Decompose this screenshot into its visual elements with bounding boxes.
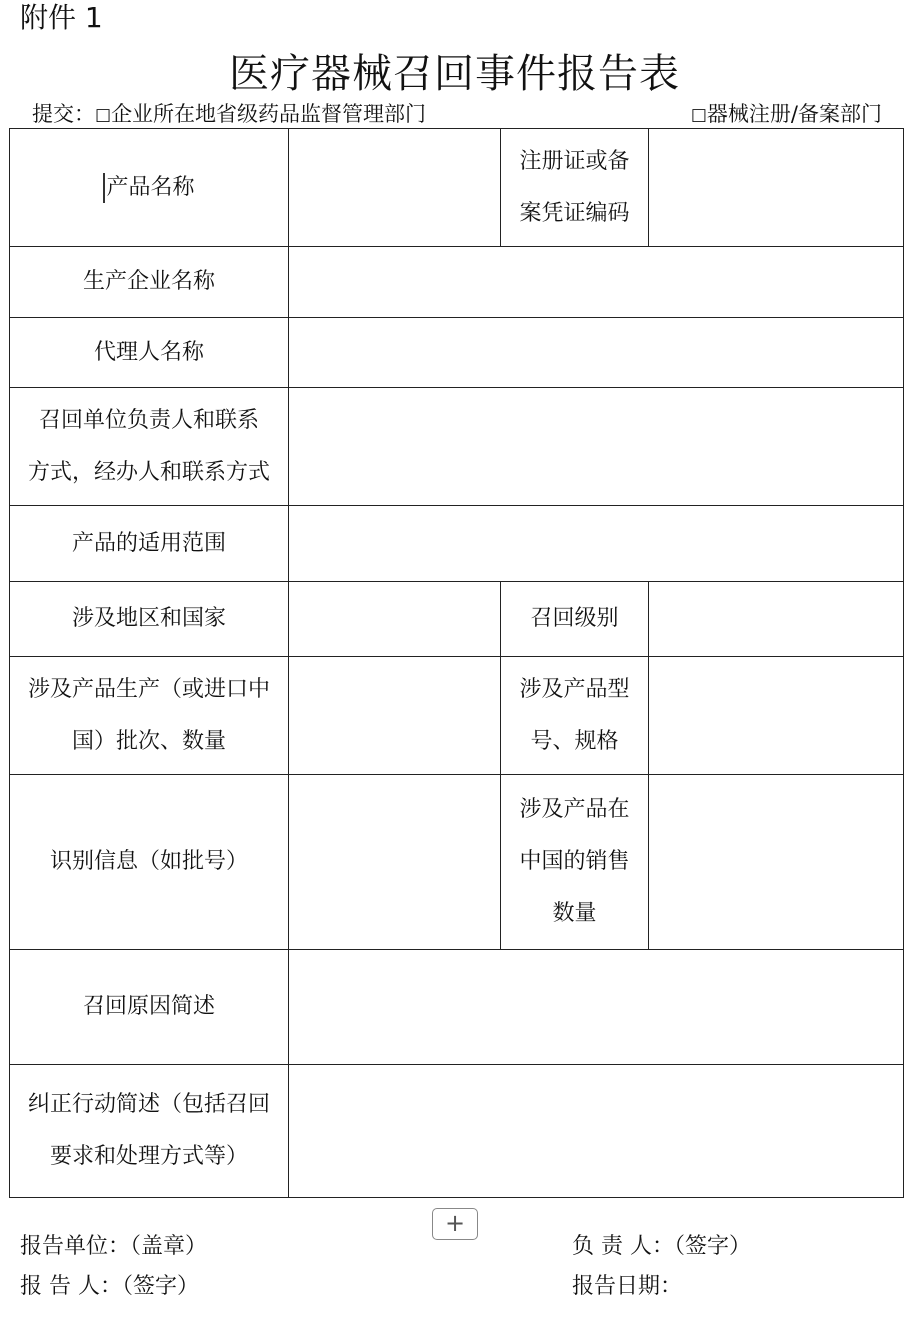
corrective-action-label: 纠正行动简述（包括召回 要求和处理方式等）: [10, 1065, 289, 1198]
submit-row: [32, 100, 882, 128]
recall-level-label: 召回级别: [501, 582, 649, 657]
form-row-regions: [10, 582, 904, 657]
identification-label: 识别信息（如批号）: [10, 775, 289, 950]
responsible-person: 负 责 人：（签字）: [572, 1234, 751, 1259]
agent-field[interactable]: [289, 318, 904, 388]
model-spec-label: 涉及产品型 号、规格: [501, 657, 649, 775]
submit-option-registration-label: 器械注册/备案部门: [706, 102, 882, 126]
china-sales-field[interactable]: [649, 775, 904, 950]
form-row-product: [10, 129, 904, 247]
add-row-button[interactable]: +: [432, 1208, 478, 1240]
scope-field[interactable]: [289, 506, 904, 582]
submit-option-province: [32, 100, 426, 129]
batches-label: 涉及产品生产（或进口中 国）批次、数量: [10, 657, 289, 775]
form-row-identification: [10, 775, 904, 950]
identification-field[interactable]: [289, 775, 501, 950]
model-spec-field[interactable]: [649, 657, 904, 775]
form-row-recall-contact: [10, 388, 904, 506]
recall-contact-field[interactable]: [289, 388, 904, 506]
manufacturer-field[interactable]: [289, 247, 904, 318]
checkbox-registration[interactable]: □: [690, 105, 707, 125]
form-row-manufacturer: [10, 247, 904, 318]
product-name-field[interactable]: [289, 129, 501, 247]
report-unit: 报告单位：（盖章）: [20, 1234, 208, 1259]
scope-label: 产品的适用范围: [10, 506, 289, 582]
registration-cert-field[interactable]: [649, 129, 904, 247]
regions-label: 涉及地区和国家: [10, 582, 289, 657]
checkbox-province[interactable]: □: [95, 105, 112, 125]
manufacturer-label: 生产企业名称: [10, 247, 289, 318]
form-row-agent: [10, 318, 904, 388]
submit-option-registration: [691, 100, 882, 129]
regions-field[interactable]: [289, 582, 501, 657]
china-sales-label: 涉及产品在 中国的销售 数量: [501, 775, 649, 950]
recall-report-form: [9, 128, 904, 1198]
form-row-corrective-action: [10, 1065, 904, 1198]
agent-label: 代理人名称: [10, 318, 289, 388]
registration-cert-label: 注册证或备 案凭证编码: [501, 129, 649, 247]
page-title: 医疗器械召回事件报告表: [229, 51, 680, 97]
batches-field[interactable]: [289, 657, 501, 775]
product-name-label: 产品名称: [10, 129, 289, 247]
form-row-scope: [10, 506, 904, 582]
report-date: 报告日期：: [572, 1274, 683, 1299]
submit-option-province-label: 企业所在地省级药品监督管理部门: [111, 102, 427, 126]
corrective-action-field[interactable]: [289, 1065, 904, 1198]
recall-level-field[interactable]: [649, 582, 904, 657]
reporter: 报 告 人：（签字）: [20, 1274, 199, 1299]
submit-prefix: 提交：: [32, 102, 95, 126]
recall-reason-field[interactable]: [289, 950, 904, 1065]
recall-contact-label: 召回单位负责人和联系 方式，经办人和联系方式: [10, 388, 289, 506]
form-row-batches: [10, 657, 904, 775]
attachment-label: 附件 1: [20, 1, 103, 34]
form-row-recall-reason: [10, 950, 904, 1065]
recall-reason-label: 召回原因简述: [10, 950, 289, 1065]
